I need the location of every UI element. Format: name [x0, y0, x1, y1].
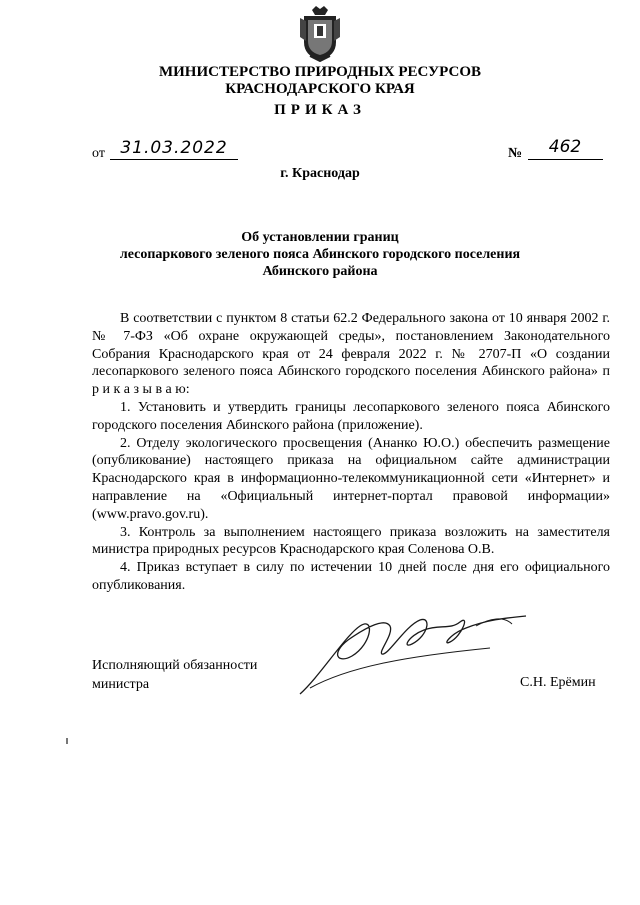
preamble-paragraph: В соответствии с пунктом 8 статьи 62.2 Федерального закона от 10 января 2002 г. № 7-ФЗ «Об охране окружающей среды», постановлением Законодательного Собрания Краснодарского края от 24 февраля 2022 г. № 2707-П «О создании лесопаркового зеленого пояса Абинского городского поселения Абинского района» п р и к а з ы в а ю: — [92, 311, 610, 398]
order-item-2: 2. Отделу экологического просвещения (Ананко Ю.О.) обеспечить размещение (опубликование) настоящего приказа на официальном сайте администрации Краснодарского края в информационно-телекоммуникационной сети «Интернет» и направление на «Официальный интернет-портал правовой информации» (www.pravo.gov.ru). — [92, 435, 610, 522]
title-line1: Об установлении границ — [241, 230, 399, 245]
ministry-name-line2: КРАСНОДАРСКОГО КРАЯ — [225, 81, 415, 97]
date-label: от — [92, 146, 105, 161]
document-body — [92, 310, 610, 595]
document-title — [0, 229, 640, 280]
position-line2: министра — [92, 677, 150, 692]
signatory-name: С.Н. Ерёмин — [520, 675, 596, 690]
date-underline — [110, 159, 238, 160]
margin-mark — [66, 738, 68, 744]
document-date: 31.03.2022 — [120, 138, 228, 158]
document-number: 462 — [548, 137, 582, 157]
ministry-name-line1: МИНИСТЕРСТВО ПРИРОДНЫХ РЕСУРСОВ — [158, 64, 482, 80]
signature-icon — [290, 596, 540, 706]
order-item-1: 1. Установить и утвердить границы лесопаркового зеленого пояса Абинского городского поселения Абинского района (приложение). — [92, 399, 610, 433]
signatory-position — [92, 656, 257, 694]
order-item-3: 3. Контроль за выполнением настоящего приказа возложить на заместителя министра природных ресурсов Краснодарского края Соленова О.В. — [92, 524, 610, 558]
number-label: № — [508, 146, 523, 161]
order-item-4: 4. Приказ вступает в силу по истечении 10 дней после дня его официального опубликования. — [92, 560, 610, 593]
document-type: ПРИКАЗ — [274, 102, 366, 118]
ministry-name — [0, 64, 640, 98]
position-line1: Исполняющий обязанности — [92, 658, 258, 673]
title-line3: Абинского района — [262, 264, 378, 279]
coat-of-arms-icon — [298, 4, 342, 62]
title-line2: лесопаркового зеленого пояса Абинского городского поселения — [119, 247, 521, 262]
city: г. Краснодар — [280, 166, 360, 181]
number-underline — [528, 159, 603, 160]
